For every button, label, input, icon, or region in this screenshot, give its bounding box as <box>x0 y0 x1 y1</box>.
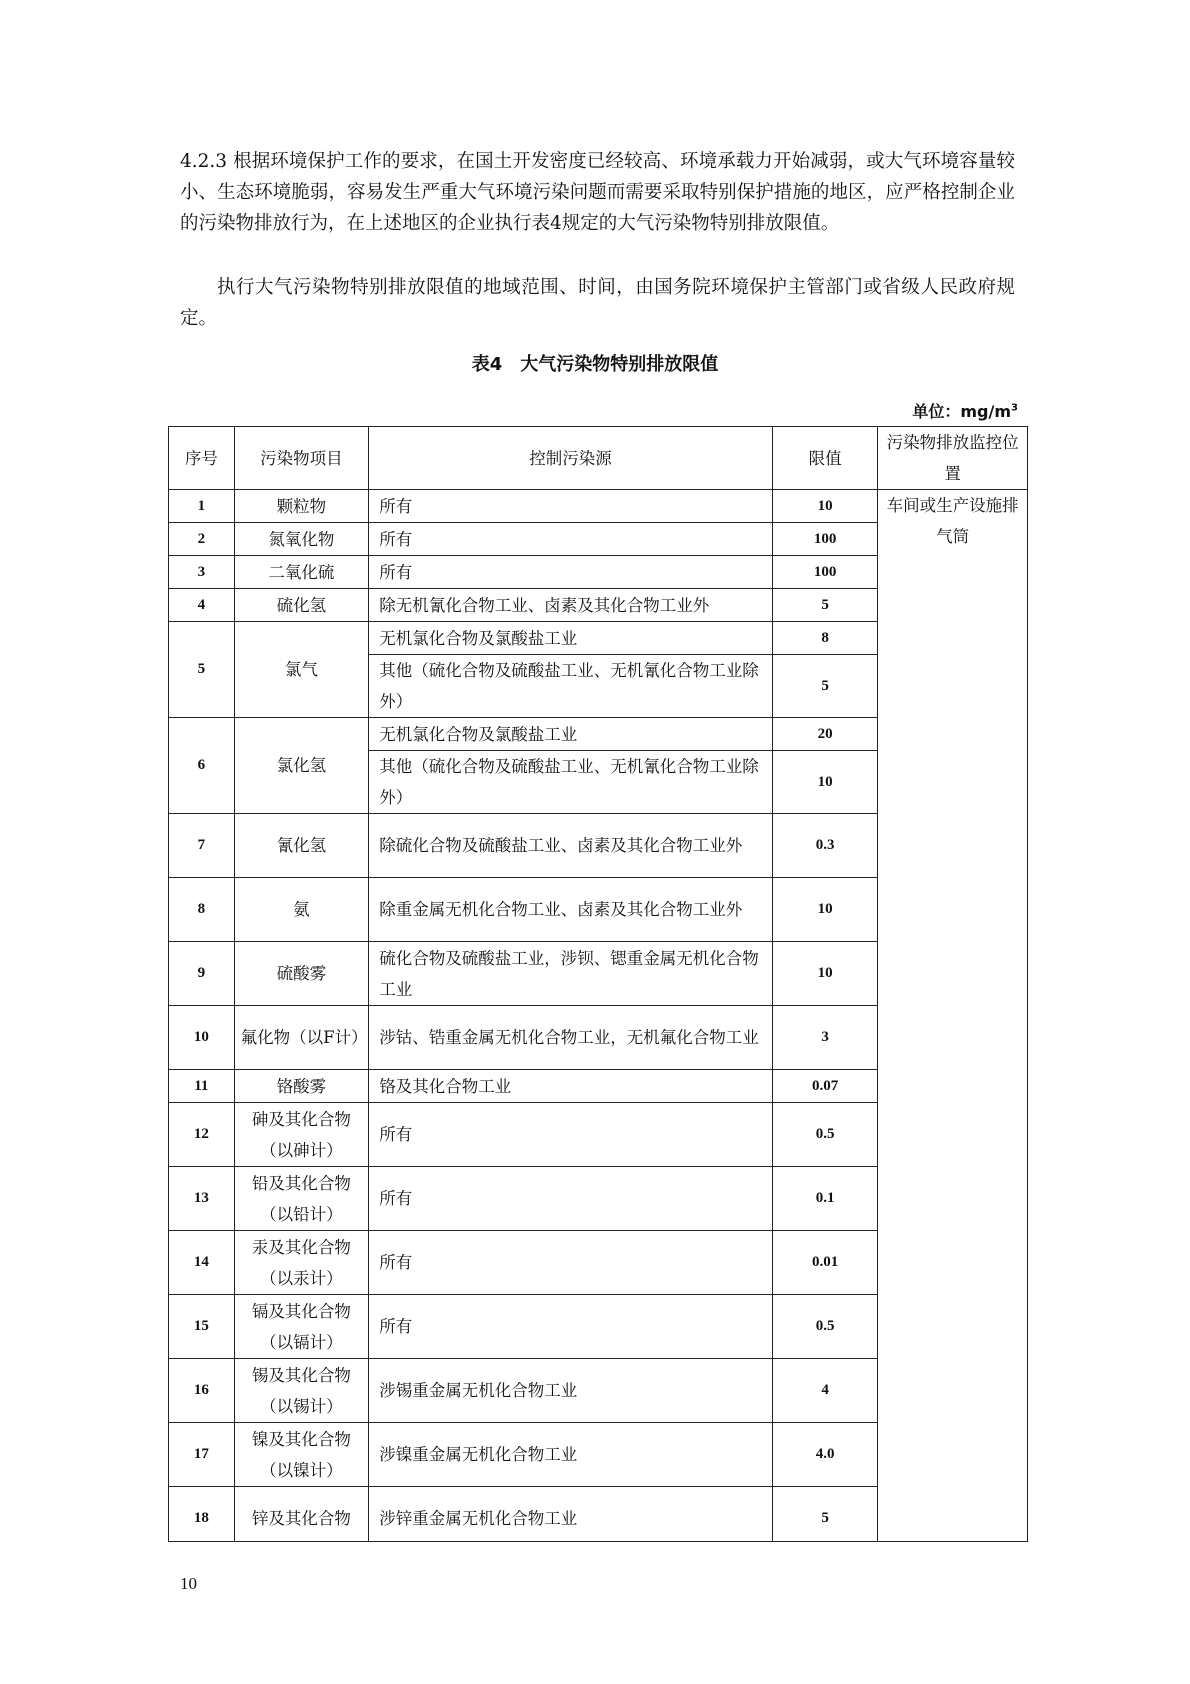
cell-item: 硫化氢 <box>234 589 369 622</box>
cell-seq: 5 <box>169 622 235 718</box>
cell-source: 铬及其化合物工业 <box>369 1070 773 1103</box>
table-caption: 表4 大气污染物特别排放限值 <box>471 354 719 375</box>
table-container <box>168 426 1028 1542</box>
cell-item: 氯化氢 <box>234 718 369 814</box>
cell-source: 涉锌重金属无机化合物工业 <box>369 1487 773 1543</box>
cell-source: 所有 <box>369 1167 773 1231</box>
cell-source: 无机氯化合物及氯酸盐工业 <box>369 622 773 655</box>
cell-seq: 15 <box>169 1295 235 1359</box>
cell-source: 除重金属无机化合物工业、卤素及其化合物工业外 <box>369 878 773 942</box>
unit-superscript: 3 <box>1011 402 1018 414</box>
cell-item: 镉及其化合物（以镉计） <box>234 1295 369 1359</box>
header-item: 污染物项目 <box>234 427 369 490</box>
cell-limit: 0.5 <box>772 1103 877 1167</box>
cell-item: 氰化氢 <box>234 814 369 878</box>
cell-seq: 18 <box>169 1487 235 1543</box>
cell-limit: 4.0 <box>772 1423 877 1487</box>
cell-source: 其他（硫化合物及硫酸盐工业、无机氰化合物工业除外） <box>369 751 773 814</box>
cell-source: 所有 <box>369 523 773 556</box>
cell-source: 所有 <box>369 1231 773 1295</box>
cell-source: 除无机氰化合物工业、卤素及其化合物工业外 <box>369 589 773 622</box>
emission-limits-table <box>168 426 1028 1542</box>
cell-limit: 10 <box>772 490 877 523</box>
cell-source: 涉镍重金属无机化合物工业 <box>369 1423 773 1487</box>
cell-limit: 0.01 <box>772 1231 877 1295</box>
cell-limit: 5 <box>772 655 877 718</box>
cell-seq: 14 <box>169 1231 235 1295</box>
cell-limit: 0.1 <box>772 1167 877 1231</box>
cell-monitor-location: 车间或生产设施排气筒 <box>878 490 1028 1543</box>
header-seq: 序号 <box>169 427 235 490</box>
cell-limit: 10 <box>772 751 877 814</box>
cell-seq: 12 <box>169 1103 235 1167</box>
table-row <box>169 490 1028 523</box>
cell-limit: 10 <box>772 942 877 1006</box>
cell-limit: 20 <box>772 718 877 751</box>
cell-item: 氯气 <box>234 622 369 718</box>
cell-limit: 5 <box>772 589 877 622</box>
cell-limit: 100 <box>772 523 877 556</box>
cell-seq: 7 <box>169 814 235 878</box>
cell-seq: 2 <box>169 523 235 556</box>
table-bottom-border <box>168 1541 1028 1542</box>
cell-limit: 0.3 <box>772 814 877 878</box>
cell-source: 无机氯化合物及氯酸盐工业 <box>369 718 773 751</box>
cell-item: 锌及其化合物 <box>234 1487 369 1543</box>
cell-item: 汞及其化合物（以汞计） <box>234 1231 369 1295</box>
cell-source: 所有 <box>369 1295 773 1359</box>
cell-source: 所有 <box>369 490 773 523</box>
cell-item: 砷及其化合物（以砷计） <box>234 1103 369 1167</box>
cell-seq: 10 <box>169 1006 235 1070</box>
unit-label <box>912 399 1018 422</box>
cell-seq: 8 <box>169 878 235 942</box>
cell-item: 氮氧化物 <box>234 523 369 556</box>
paragraph-special-limits-scope: 执行大气污染物特别排放限值的地域范围、时间，由国务院环境保护主管部门或省级人民政府规定。 <box>180 277 1015 329</box>
cell-item: 镍及其化合物（以镍计） <box>234 1423 369 1487</box>
cell-limit: 100 <box>772 556 877 589</box>
cell-limit: 8 <box>772 622 877 655</box>
cell-seq: 11 <box>169 1070 235 1103</box>
cell-item: 锡及其化合物（以锡计） <box>234 1359 369 1423</box>
cell-source: 除硫化合物及硫酸盐工业、卤素及其化合物工业外 <box>369 814 773 878</box>
cell-item: 铅及其化合物（以铅计） <box>234 1167 369 1231</box>
cell-limit: 0.07 <box>772 1070 877 1103</box>
cell-limit: 10 <box>772 878 877 942</box>
cell-source: 所有 <box>369 556 773 589</box>
cell-item: 氟化物（以F计） <box>234 1006 369 1070</box>
cell-seq: 13 <box>169 1167 235 1231</box>
cell-limit: 0.5 <box>772 1295 877 1359</box>
paragraph-4-2-3: 4.2.3 根据环境保护工作的要求，在国土开发密度已经较高、环境承载力开始减弱，或大气环境容量较小、生态环境脆弱，容易发生严重大气环境污染问题而需要采取特别保护措施的地区，应严格控制企业的污染物排放行为，在上述地区的企业执行表4规定的大气污染物特别排放限值。 <box>180 151 1015 234</box>
cell-seq: 9 <box>169 942 235 1006</box>
cell-seq: 6 <box>169 718 235 814</box>
header-limit: 限值 <box>772 427 877 490</box>
cell-item: 铬酸雾 <box>234 1070 369 1103</box>
cell-seq: 16 <box>169 1359 235 1423</box>
cell-seq: 17 <box>169 1423 235 1487</box>
cell-seq: 4 <box>169 589 235 622</box>
cell-source: 其他（硫化合物及硫酸盐工业、无机氰化合物工业除外） <box>369 655 773 718</box>
cell-seq: 1 <box>169 490 235 523</box>
cell-item: 氨 <box>234 878 369 942</box>
unit-prefix: 单位：mg/m <box>912 402 1012 421</box>
page-number: 10 <box>180 1574 197 1593</box>
cell-seq: 3 <box>169 556 235 589</box>
cell-item: 硫酸雾 <box>234 942 369 1006</box>
cell-source: 所有 <box>369 1103 773 1167</box>
cell-source: 涉钴、锆重金属无机化合物工业，无机氟化合物工业 <box>369 1006 773 1070</box>
header-source: 控制污染源 <box>369 427 773 490</box>
cell-limit: 3 <box>772 1006 877 1070</box>
cell-source: 硫化合物及硫酸盐工业，涉钡、锶重金属无机化合物工业 <box>369 942 773 1006</box>
cell-item: 二氧化硫 <box>234 556 369 589</box>
cell-item: 颗粒物 <box>234 490 369 523</box>
cell-source: 涉锡重金属无机化合物工业 <box>369 1359 773 1423</box>
cell-limit: 5 <box>772 1487 877 1543</box>
cell-limit: 4 <box>772 1359 877 1423</box>
header-monitor: 污染物排放监控位置 <box>878 427 1028 490</box>
